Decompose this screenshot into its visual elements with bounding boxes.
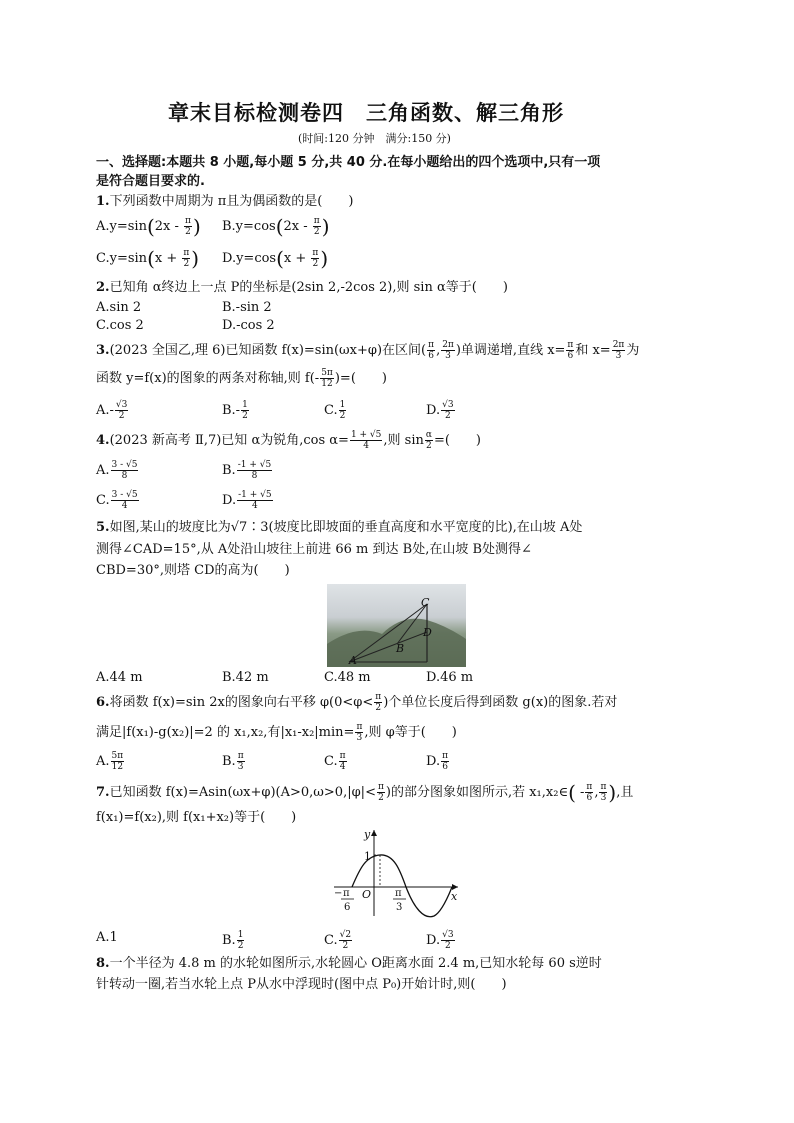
question-number: 4. bbox=[96, 433, 110, 448]
question-number: 8. bbox=[96, 956, 110, 971]
origin-label: O bbox=[362, 888, 372, 901]
mountain-tower-photo bbox=[327, 584, 466, 667]
q5-option-c: C.48 m bbox=[324, 670, 371, 685]
stem-text: 下列函数中周期为 π且为偶函数的是( ) bbox=[109, 194, 354, 209]
sine-graph bbox=[330, 828, 460, 918]
stem-text: (2023 全国乙,理 6)已知函数 f(x)=sin(ωx+φ)在区间( bbox=[109, 343, 427, 358]
q1-option-d: D.y=cos(x + $\frac{\pi}{2}$ ) bbox=[222, 246, 329, 271]
question-3-stem-line1: 3.(2023 全国乙,理 6)已知函数 f(x)=sin(ωx+φ)在区间( $\frac{\pi}{6}$ , $\frac{2\pi}{3}$ )单调递增,直线 x= $\frac{\pi}{6}$ 和 x= $\frac{2\pi}{3}$ 为 bbox=[96, 340, 640, 361]
q4-option-a: A. $\frac{3 - √5}{8}$ bbox=[96, 460, 138, 481]
label-a: A bbox=[349, 654, 357, 667]
q7-option-d: D. $\frac{√3}{2}$ bbox=[426, 930, 454, 951]
stem-text: 为 bbox=[626, 343, 640, 358]
q6-option-b: B. $\frac{\pi}{3}$ bbox=[222, 751, 244, 772]
tick-label-1: 1 bbox=[364, 850, 371, 863]
question-number: 5. bbox=[96, 520, 110, 535]
q5-option-d: D.46 m bbox=[426, 670, 474, 685]
question-8-line2: 针转动一圈,若当水轮上点 P从水中浮现时(图中点 P₀)开始计时,则( ) bbox=[96, 977, 507, 992]
q7-option-b: B. $\frac{1}{2}$ bbox=[222, 930, 244, 951]
stem-text: 如图,某山的坡度比为√7∶3(坡度比即坡面的垂直高度和水平宽度的比),在山坡 A处 bbox=[109, 520, 583, 535]
fraction: $\frac{\pi}{2}$ bbox=[312, 248, 319, 269]
stem-text: 已知角 α终边上一点 P的坐标是(2sin 2,-2cos 2),则 sin α等于( ) bbox=[109, 280, 508, 295]
question-6-line1: 6.将函数 f(x)=sin 2x的图象向右平移 φ(0<φ< $\frac{\pi}{2}$ )个单位长度后得到函数 g(x)的图象.若对 bbox=[96, 692, 618, 713]
stem-text: (2023 新高考 Ⅱ,7)已知 α为锐角,cos α= bbox=[109, 433, 349, 448]
label-c: C bbox=[421, 596, 430, 609]
question-8-line1 bbox=[96, 956, 602, 972]
stem-text: 函数 y=f(x)的图象的两条对称轴,则 f(- bbox=[96, 371, 320, 386]
axis-label-y: y bbox=[364, 828, 371, 841]
opt-text: 2x - bbox=[154, 219, 184, 234]
q5-option-a: A.44 m bbox=[96, 670, 143, 685]
fraction: $\frac{2\pi}{3}$ bbox=[442, 340, 454, 361]
section-instruction-line2: 是符合题目要求的. bbox=[96, 174, 205, 189]
opt-text: x + bbox=[283, 251, 311, 266]
question-number: 2. bbox=[96, 280, 110, 295]
stem-text: 满足|f(x₁)-g(x₂)|=2 的 x₁,x₂,有|x₁-x₂|min= bbox=[96, 725, 355, 740]
fraction: $\frac{\pi}{6}$ bbox=[567, 340, 574, 361]
q2-option-c: C.cos 2 bbox=[96, 318, 144, 333]
fraction: $\frac{5\pi}{12}$ bbox=[321, 368, 333, 389]
tick-right-num: π bbox=[395, 888, 402, 899]
question-number: 3. bbox=[96, 343, 110, 358]
question-5-line3: CBD=30°,则塔 CD的高为( ) bbox=[96, 563, 290, 578]
question-1-stem bbox=[96, 194, 353, 210]
question-number: 7. bbox=[96, 785, 110, 800]
stem-text: )=( ) bbox=[334, 371, 387, 386]
opt-text: B.y=cos bbox=[222, 219, 276, 234]
q7-option-a: A.1 bbox=[96, 930, 118, 945]
stem-text: =( ) bbox=[433, 433, 481, 448]
section-instruction-line1: 一、选择题:本题共 8 小题,每小题 5 分,共 40 分.在每小题给出的四个选项中,只有一项 bbox=[96, 155, 601, 170]
stem-text: ,则 sin bbox=[383, 433, 424, 448]
question-7-line1: 7.已知函数 f(x)=Asin(ωx+φ)(A>0,ω>0,|φ|< $\frac{\pi}{2}$ )的部分图象如图所示,若 x₁,x₂∈( - $\frac{\pi}{6}$ , $\frac{\pi}{3}$ ),且 bbox=[96, 780, 634, 805]
label-d: D bbox=[423, 626, 432, 639]
fraction: $\frac{\pi}{2}$ bbox=[185, 216, 191, 237]
stem-text: )单调递增,直线 x= bbox=[455, 343, 566, 358]
question-number: 6. bbox=[96, 695, 110, 710]
question-number: 1. bbox=[96, 194, 110, 209]
q2-option-a: A.sin 2 bbox=[96, 300, 142, 315]
fraction: $\frac{\pi}{2}$ bbox=[313, 216, 320, 237]
question-2-stem bbox=[96, 280, 508, 296]
q3-option-b: B.- $\frac{1}{2}$ bbox=[222, 400, 248, 421]
question-5-line2: 测得∠CAD=15°,从 A处沿山坡往上前进 66 m 到达 B处,在山坡 B处测得∠ bbox=[96, 542, 532, 557]
opt-text: C.y=sin bbox=[96, 251, 148, 266]
axis-label-x: x bbox=[451, 890, 458, 903]
stem-text: ,则 φ等于( ) bbox=[364, 725, 457, 740]
stem-text: ,且 bbox=[616, 785, 634, 800]
stem-text: 一个半径为 4.8 m 的水轮如图所示,水轮圆心 O距离水面 2.4 m,已知水轮每 60 s逆时 bbox=[109, 956, 602, 971]
geometry-diagram bbox=[327, 584, 466, 667]
tick-minus: − bbox=[334, 888, 343, 899]
q6-option-a: A. $\frac{5\pi}{12}$ bbox=[96, 751, 124, 772]
tick-right-den: 3 bbox=[396, 902, 403, 913]
tick-left-num: π bbox=[343, 888, 350, 899]
tick-left-den: 6 bbox=[344, 902, 351, 913]
page-title: 章末目标检测卷四 三角函数、解三角形 bbox=[168, 101, 564, 125]
q7-option-c: C. $\frac{√2}{2}$ bbox=[324, 930, 352, 951]
q3-option-a: A.- $\frac{√3}{2}$ bbox=[96, 400, 128, 421]
q2-option-d: D.-cos 2 bbox=[222, 318, 275, 333]
stem-text: 将函数 f(x)=sin 2x的图象向右平移 φ(0<φ< bbox=[109, 695, 374, 710]
q1-option-a: A.y=sin(2x - $\frac{\pi}{2}$ ) bbox=[96, 214, 201, 239]
q5-option-b: B.42 m bbox=[222, 670, 269, 685]
q1-option-b: B.y=cos(2x - $\frac{\pi}{2}$ ) bbox=[222, 214, 330, 239]
q4-option-b: B. $\frac{-1 + √5}{8}$ bbox=[222, 460, 272, 481]
question-6-line2: 满足|f(x₁)-g(x₂)|=2 的 x₁,x₂,有|x₁-x₂|min= $\frac{\pi}{3}$ ,则 φ等于( ) bbox=[96, 722, 457, 743]
stem-text: 和 x= bbox=[575, 343, 611, 358]
fraction: $\frac{\pi}{2}$ bbox=[183, 248, 190, 269]
time-score-info: (时间:120 分钟 满分:150 分) bbox=[298, 132, 451, 145]
label-b: B bbox=[396, 642, 405, 655]
opt-text: x + bbox=[154, 251, 182, 266]
stem-text: 已知函数 f(x)=Asin(ωx+φ)(A>0,ω>0,|φ|< bbox=[109, 785, 376, 800]
opt-text: A.y=sin bbox=[96, 219, 147, 234]
stem-text: )的部分图象如图所示,若 x₁,x₂∈ bbox=[385, 785, 569, 800]
q6-option-c: C. $\frac{\pi}{4}$ bbox=[324, 751, 346, 772]
question-3-stem-line2 bbox=[96, 368, 387, 389]
q4-option-c: C. $\frac{3 - √5}{4}$ bbox=[96, 490, 138, 511]
q1-option-c: C.y=sin(x + $\frac{\pi}{2}$ ) bbox=[96, 246, 200, 271]
q3-option-c: C. $\frac{1}{2}$ bbox=[324, 400, 346, 421]
q2-option-b: B.-sin 2 bbox=[222, 300, 272, 315]
q4-option-d: D. $\frac{-1 + √5}{4}$ bbox=[222, 490, 272, 511]
opt-text: 2x - bbox=[283, 219, 312, 234]
question-7-line2: f(x₁)=f(x₂),则 f(x₁+x₂)等于( ) bbox=[96, 810, 297, 825]
q3-option-d: D. $\frac{√3}{2}$ bbox=[426, 400, 454, 421]
fraction: $\frac{2\pi}{3}$ bbox=[612, 340, 625, 361]
fraction: $\frac{\pi}{6}$ bbox=[428, 340, 435, 361]
question-5-line1 bbox=[96, 520, 582, 536]
stem-text: )个单位长度后得到函数 g(x)的图象.若对 bbox=[383, 695, 618, 710]
opt-text: D.y=cos bbox=[222, 251, 277, 266]
q6-option-d: D. $\frac{\pi}{6}$ bbox=[426, 751, 449, 772]
question-4-stem: 4.(2023 新高考 Ⅱ,7)已知 α为锐角,cos α= $\frac{1 + √5}{4}$ ,则 sin $\frac{\alpha}{2}$ =( ) bbox=[96, 430, 481, 451]
